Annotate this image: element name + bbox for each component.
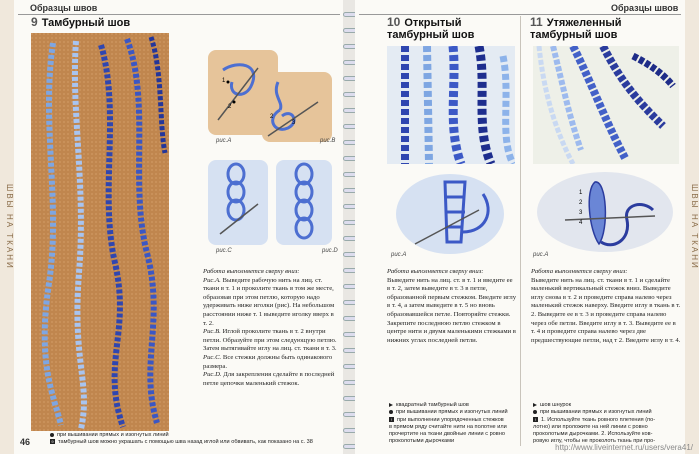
section-10-title-text: Открытый тамбурный шов [387, 17, 475, 41]
fig-b-point-2: 2 [270, 114, 274, 120]
legend-10-item-1: квадратный тамбурный шов [389, 402, 519, 409]
fig-a-label: рис.A [216, 138, 232, 144]
instructions-10 [387, 268, 517, 345]
legend-11 [533, 402, 681, 446]
fig-11-point-3: 3 [579, 210, 583, 216]
instructions-9-step-d: Рис.D. Для закрепления сделайте в последней петле цепочки маленький стежок. [203, 371, 335, 387]
figure-b-diagram [262, 72, 332, 142]
legend-11-item-1: шов шнурок [533, 402, 681, 409]
legend-10-item-5: прочертите на ткани двойные линии с ровно [389, 431, 505, 438]
legend-11-item-2: при вышивании прямых и изогнутых линий [533, 409, 681, 416]
instructions-11 [531, 268, 681, 345]
fig-c-label: рис.C [216, 248, 232, 254]
side-tab-right-text: ШВЫ НА ТКАНИ [690, 184, 699, 270]
page-header-left: Образцы швов [30, 3, 98, 13]
legend-10 [389, 402, 519, 446]
legend-11-item-6: ровую иглу, чтобы не проколоть ткань при про- [533, 438, 656, 445]
page-header-right: Образцы швов [611, 3, 679, 13]
legend-10-item-4: в прямом ряду считайте нити на полотне или [389, 423, 507, 430]
legend-11-item-5: проколотыми дырочками. 2. Используйте ков- [533, 431, 653, 438]
instructions-9-step-b: Рис.B. Иглой проколите ткань в т. 2 внутри петли. Образуйте при этом следующую петлю. Затем вытягивайте иглу на лиц. ст. ткани в т. 3. [203, 328, 337, 353]
legend-9-item-2: 9 тамбурный шов можно украшать с помощью шва назад иглой или обвивать, как показано на с. 38 [51, 439, 313, 446]
legend-11-item-4: лотно) или проложите на ней линии с ровно [533, 423, 648, 430]
figure-c-diagram [208, 160, 268, 245]
section-10-number: 10 [387, 15, 401, 29]
legend-10-item-3: ! при выполнении упорядоченных стежков [390, 416, 504, 423]
watermark-url: http://www.liveinternet.ru/users/vera41/ [555, 443, 693, 452]
side-tab-right [685, 0, 699, 454]
instructions-11-para-1: Выведите нить на лиц. ст. ткани в т. 1 и сделайте маленький вертикальный стежок вниз. Выведите иглу снова в т. 2 и проведите справа налево через маленький стежок наверху. Введите иглу в ткань в т. 2. Выведите ее в т. 3 и проведите справа налево через обе петли. Введите иглу в т. 3. Выведите ее в т. 4 и проведите справа налево через две предшествующие петли, над т 2. Введите иглу в т. 4. [531, 276, 681, 344]
legend-9-item-1: при вышивании прямых и изогнутых линий [50, 432, 340, 439]
fig-b-label: рис.B [320, 138, 336, 144]
instructions-11-intro: Работа выполняется сверху вниз: [531, 268, 628, 275]
fig-11-point-1: 1 [579, 190, 583, 196]
figure-10a-diagram [395, 172, 505, 256]
open-chain-stitch-photo [387, 46, 515, 164]
section-11-number: 11 [530, 15, 543, 29]
left-page [0, 0, 345, 454]
right-page [355, 0, 699, 454]
figure-d-diagram [276, 160, 332, 245]
legend-10-item-6: проколотыми дырочками [389, 438, 455, 445]
instructions-10-intro: Работа выполняется сверху вниз: [387, 268, 484, 275]
side-tab-left [0, 0, 14, 454]
instructions-9-intro: Работа выполняется сверху вниз: [203, 268, 300, 275]
instructions-9 [203, 268, 339, 388]
section-9-number: 9 [31, 15, 38, 29]
fig-11-point-2: 2 [579, 200, 583, 206]
column-divider [520, 16, 521, 446]
fig-11a-label: рис.A [533, 252, 549, 258]
figure-11a-diagram [535, 170, 675, 254]
fig-a-point-1: 1 [222, 78, 226, 84]
side-tab-left-text: ШВЫ НА ТКАНИ [5, 184, 14, 270]
instructions-10-para-1: Выведите нить на лиц. ст. в т. 1 и введите ее в т. 2, затем выведите в т. 3 в петле, образованной первым стежком. Введите иглу в т. 4, а затем выведите в т. 5 но вновь образовавшейся петле. Повторяйте стежки. [387, 276, 517, 318]
chain-stitch-photo [31, 33, 169, 431]
instructions-10-para-2: Закрепите последнюю петлю стежком в центре нити и двумя маленькими стежками в нижних углах последней петли. [387, 319, 516, 344]
instructions-9-step-c: Рис.C. Все стежки должны быть одинакового размера. [203, 353, 333, 370]
legend-11-item-3: ! 1. Используйте ткань ровного плетения (по- [534, 416, 656, 423]
instructions-9-step-a: Рис.A. Выведите рабочую нить на лиц. ст. ткани в т. 1 и проколите ткань в том же месте, образовав при этом петлю, которую надо удерживать ниже иголки (рис). На небольшом расстоянии ниже т. 1 выведите иголку вверх в т. 2. [203, 276, 335, 327]
section-10-title [387, 15, 515, 41]
section-11-title [530, 15, 680, 41]
section-9-title-text: Тамбурный шов [41, 17, 131, 29]
fig-d-label: рис.D [322, 248, 338, 254]
section-9-title [31, 15, 130, 29]
page-number-left: 46 [20, 437, 31, 447]
fig-10a-label: рис.A [391, 252, 407, 258]
fig-b-point-3: 3 [292, 120, 296, 126]
fig-11-point-4: 4 [579, 220, 583, 226]
section-11-title-text: Утяжеленный тамбурный шов [530, 17, 622, 41]
legend-10-item-2: при вышивании прямых и изогнутых линий [389, 409, 519, 416]
legend-9 [50, 432, 340, 447]
heavy-chain-stitch-photo [533, 46, 679, 164]
fig-a-point-2: 2 [228, 104, 232, 110]
